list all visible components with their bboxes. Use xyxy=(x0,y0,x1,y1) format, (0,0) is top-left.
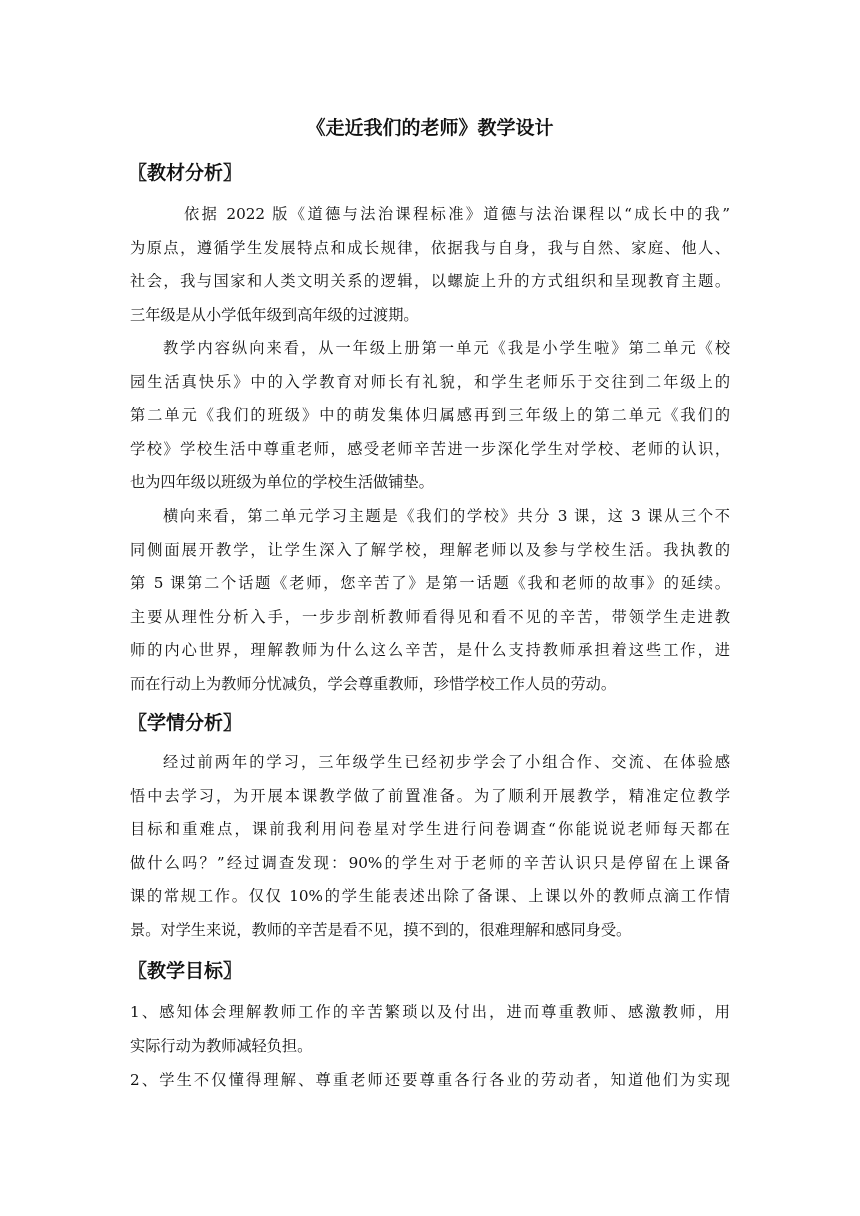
text-line: 教学内容纵向来看，从一年级上册第一单元《我是小学生啦》第二单元《校 xyxy=(163,339,730,357)
heading-teaching-goals: 〖教学目标〗 xyxy=(128,960,243,982)
text-line: 依据 2022 版《道德与法治课程标准》道德与法治课程以“成长中的我” xyxy=(184,205,730,223)
text-line: 课的常规工作。仅仅 10%的学生能表述出除了备课、上课以外的教师点滴工作情 xyxy=(130,887,730,905)
text-line: 为原点，遵循学生发展特点和成长规律，依据我与自身，我与自然、家庭、他人、 xyxy=(130,238,730,257)
paragraph-students-1 xyxy=(130,746,730,947)
text-line: 2、学生不仅懂得理解、尊重老师还要尊重各行各业的劳动者，知道他们为实现 xyxy=(130,1071,730,1089)
text-line: 园生活真快乐》中的入学教育对师长有礼貌，和学生老师乐于交往到二年级上的 xyxy=(130,372,730,391)
text-line: 目标和重难点，课前我利用问卷星对学生进行问卷调查“你能说说老师每天都在 xyxy=(130,820,730,838)
paragraph-material-1 xyxy=(130,198,730,332)
document-title: 《走近我们的老师》教学设计 xyxy=(306,117,554,139)
heading-material-analysis: 〖教材分析〗 xyxy=(128,162,243,184)
goal-item-1 xyxy=(130,996,730,1063)
text-line: 也为四年级以班级为单位的学校生活做铺垫。 xyxy=(130,473,434,491)
text-line: 师的内心世界，理解教师为什么这么辛苦，是什么支持教师承担着这些工作，进 xyxy=(130,641,730,659)
text-line: 做什么吗？”经过调查发现：90%的学生对于老师的辛苦认识只是停留在上课备 xyxy=(130,853,730,872)
text-line: 社会，我与国家和人类文明关系的逻辑，以螺旋上升的方式组织和呈现教育主题。 xyxy=(130,272,730,290)
text-line: 经过前两年的学习，三年级学生已经初步学会了小组合作、交流、在体验感 xyxy=(163,753,730,771)
heading-student-analysis: 〖学情分析〗 xyxy=(128,712,243,734)
paragraph-material-2 xyxy=(130,332,730,500)
text-line: 而在行动上为教师分忧减负，学会尊重教师，珍惜学校工作人员的劳动。 xyxy=(130,674,616,693)
text-line: 三年级是从小学低年级到高年级的过渡期。 xyxy=(130,305,419,324)
text-line: 悟中去学习，为开展本课教学做了前置准备。为了顺利开展教学，精准定位教学 xyxy=(130,786,730,805)
paragraph-material-3 xyxy=(130,500,730,701)
text-line: 学校》学校生活中尊重老师，感受老师辛苦进一步深化学生对学校、老师的认识， xyxy=(130,439,730,458)
text-line: 同侧面展开教学，让学生深入了解学校，理解老师以及参与学校生活。我执教的 xyxy=(130,540,730,559)
text-line: 实际行动为教师减轻负担。 xyxy=(130,1036,313,1055)
goal-item-2 xyxy=(130,1064,730,1098)
text-line: 横向来看，第二单元学习主题是《我们的学校》共分 3 课，这 3 课从三个不 xyxy=(163,507,730,525)
text-line: 第二单元《我们的班级》中的萌发集体归属感再到三年级上的第二单元《我们的 xyxy=(130,406,730,424)
text-line: 主要从理性分析入手，一步步剖析教师看得见和看不见的辛苦，带领学生走进教 xyxy=(130,607,730,626)
text-line: 1、感知体会理解教师工作的辛苦繁琐以及付出，进而尊重教师、感激教师，用 xyxy=(130,1003,730,1021)
text-line: 第 5 课第二个话题《老师，您辛苦了》是第一话题《我和老师的故事》的延续。 xyxy=(130,574,730,592)
text-line: 景。对学生来说，教师的辛苦是看不见，摸不到的，很难理解和感同身受。 xyxy=(130,920,632,939)
